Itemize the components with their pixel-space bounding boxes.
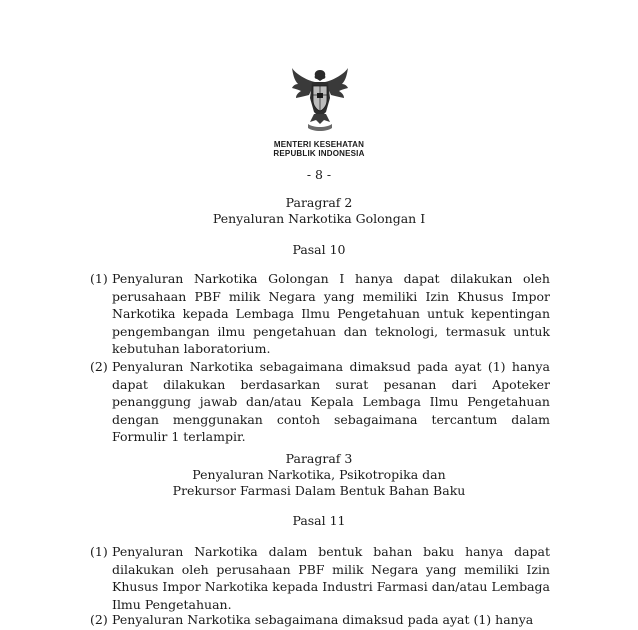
paragraf-heading: Paragraf 2 xyxy=(285,195,353,210)
institution-name-line1: MENTERI KESEHATAN xyxy=(273,140,365,149)
institution-name-line2: REPUBLIK INDONESIA xyxy=(273,149,365,158)
paragraf-heading: Paragraf 3 xyxy=(285,451,353,466)
pasal-heading: Pasal 11 xyxy=(292,513,346,528)
item-text: Penyaluran Narkotika sebagaimana dimaksud pada ayat (1) hanya xyxy=(112,612,534,627)
paragraf-title: Penyaluran Narkotika, Psikotropika dan xyxy=(192,467,446,482)
paragraf-title: Prekursor Farmasi Dalam Bentuk Bahan Baku xyxy=(172,483,466,498)
item-number: (2) xyxy=(90,359,108,374)
garuda-emblem-icon xyxy=(284,64,356,136)
item-text: Penyaluran Narkotika dalam bentuk bahan baku hanya dapat dilakukan oleh perusahaan PBF milik Negara yang memiliki Izin Khusus Impor Narkotika kepada Industri Farmasi dan/atau Lembaga Ilmu Pengetahuan. xyxy=(112,544,550,612)
item-number: (1) xyxy=(90,271,108,286)
item-text: Penyaluran Narkotika sebagaimana dimaksud pada ayat (1) hanya dapat dilakukan berdasarkan surat pesanan dari Apoteker penanggung jawab dan/atau Kepala Lembaga Ilmu Pengetahuan dengan menggunakan contoh sebagaimana tercantum dalam Formulir 1 terlampir. xyxy=(112,359,550,444)
page-number: - 8 - xyxy=(306,167,332,182)
paragraf-title: Penyaluran Narkotika Golongan I xyxy=(212,211,426,226)
pasal-heading: Pasal 10 xyxy=(292,242,346,257)
item-text: Penyaluran Narkotika Golongan I hanya dapat dilakukan oleh perusahaan PBF milik Negara yang memiliki Izin Khusus Impor Narkotika kepada Lembaga Ilmu Pengetahuan untuk kepentingan pengembangan ilmu pengetahuan dan teknologi, termasuk untuk kebutuhan laboratorium. xyxy=(112,271,550,356)
item-number: (2) xyxy=(90,612,108,627)
item-number: (1) xyxy=(90,544,108,559)
